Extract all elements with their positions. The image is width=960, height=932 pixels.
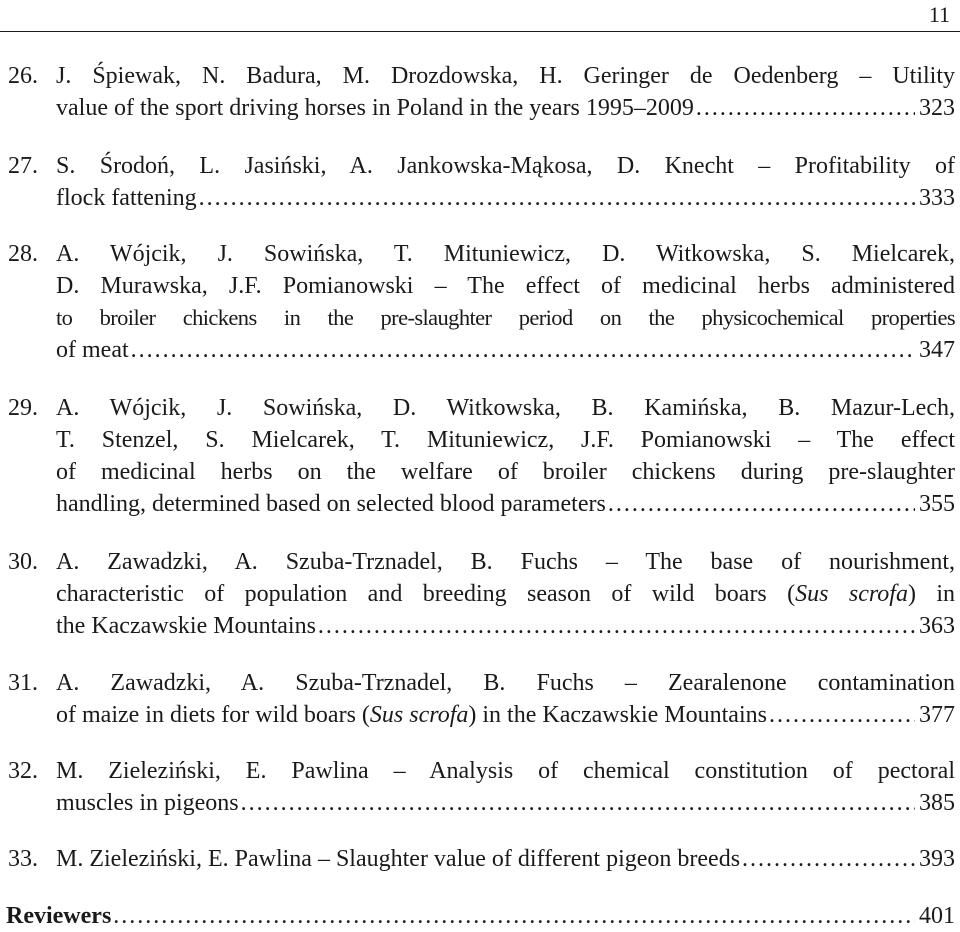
- dot-leader: [131, 334, 915, 366]
- entry-title-line: A. Wójcik, J. Sowińska, T. Mituniewicz, D. Witkowska, S. Mielcarek,: [56, 241, 955, 267]
- entry-number: 28.: [8, 241, 38, 267]
- toc-entry-27: [0, 150, 955, 214]
- entry-page: 333: [919, 185, 955, 211]
- dot-leader: [318, 610, 915, 642]
- dot-leader: [769, 699, 915, 731]
- dot-leader: [608, 488, 915, 520]
- entry-title-line: A. Zawadzki, A. Szuba-Trznadel, B. Fuchs – The base of nourishment,: [56, 549, 955, 575]
- entry-number: 31.: [8, 670, 38, 696]
- entry-number: 33.: [8, 846, 38, 872]
- toc-entry-28: [0, 238, 955, 366]
- reviewers-page: 401: [919, 903, 955, 929]
- species-name: Sus scrofa: [369, 702, 469, 728]
- entry-number: 27.: [8, 153, 38, 179]
- entry-title-line: M. Zieleziński, E. Pawlina – Analysis of chemical constitution of pectoral: [56, 758, 955, 784]
- entry-title-line: flock fattening: [56, 185, 197, 211]
- header-rule: [0, 31, 960, 32]
- entry-title-line: of maize in diets for wild boars (Sus scrofa) in the Kaczawskie Mountains: [56, 702, 767, 728]
- species-name: Sus scrofa: [795, 581, 908, 607]
- toc-entry-32: [0, 755, 955, 819]
- entry-page: 377: [919, 702, 955, 728]
- entry-title-line: characteristic of population and breeding season of wild boars (Sus scrofa) in: [56, 581, 955, 607]
- entry-title-line: the Kaczawskie Mountains: [56, 613, 316, 639]
- reviewers-label: Reviewers: [6, 903, 112, 929]
- entry-title-line: of meat: [56, 337, 129, 363]
- entry-title-line: handling, determined based on selected blood parameters: [56, 491, 606, 517]
- entry-title-line: to broiler chickens in the pre-slaughter period on the physicochemical properties: [56, 305, 955, 330]
- page-number: 11: [928, 2, 950, 27]
- entry-page: 323: [919, 95, 955, 121]
- entry-number: 30.: [8, 549, 38, 575]
- dot-leader: [241, 787, 915, 819]
- entry-title-line: A. Zawadzki, A. Szuba-Trznadel, B. Fuchs – Zearalenone contamination: [56, 670, 955, 696]
- dot-leader: [113, 900, 915, 932]
- entry-title-line: A. Wójcik, J. Sowińska, D. Witkowska, B. Kamińska, B. Mazur-Lech,: [56, 395, 955, 421]
- entry-page: 363: [919, 613, 955, 639]
- entry-title-line: S. Środoń, L. Jasiński, A. Jankowska-Mąkosa, D. Knecht – Profitability of: [56, 153, 955, 179]
- entry-title-line: M. Zieleziński, E. Pawlina – Slaughter value of different pigeon breeds: [56, 846, 741, 872]
- toc-entry-31: [0, 667, 955, 731]
- entry-title-line: D. Murawska, J.F. Pomianowski – The effect of medicinal herbs administered: [56, 273, 955, 299]
- toc-entry-33: [0, 843, 955, 875]
- dot-leader: [199, 182, 915, 214]
- entry-title-line: T. Stenzel, S. Mielcarek, T. Mituniewicz, J.F. Pomianowski – The effect: [56, 427, 955, 453]
- entry-page: 393: [919, 846, 955, 872]
- entry-page: 355: [919, 491, 955, 517]
- entry-title-line: value of the sport driving horses in Poland in the years 1995–2009: [56, 95, 694, 121]
- entry-page: 347: [919, 337, 955, 363]
- entry-page: 385: [919, 790, 955, 816]
- entry-title-line: of medicinal herbs on the welfare of broiler chickens during pre-slaughter: [56, 459, 955, 485]
- dot-leader: [742, 843, 915, 875]
- toc-entry-30: [0, 546, 955, 642]
- entry-number: 29.: [8, 395, 38, 421]
- toc-entry-29: [0, 392, 955, 520]
- toc-entry-26: [0, 60, 955, 124]
- entry-number: 26.: [8, 63, 38, 89]
- toc-reviewers: [6, 900, 955, 932]
- entry-title-line: J. Śpiewak, N. Badura, M. Drozdowska, H. Geringer de Oedenberg – Utility: [56, 63, 955, 89]
- entry-title-line: muscles in pigeons: [56, 790, 239, 816]
- entry-number: 32.: [8, 758, 38, 784]
- dot-leader: [696, 92, 915, 124]
